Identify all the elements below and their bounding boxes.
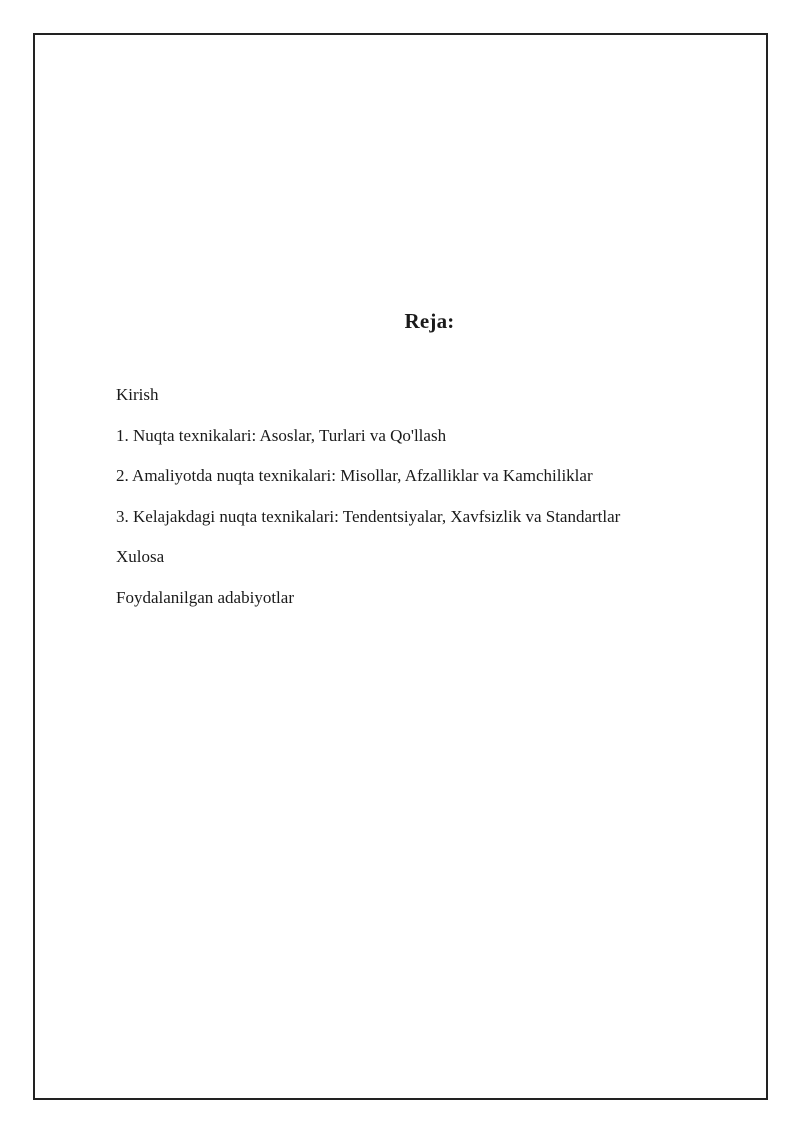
toc-item-introduction: Kirish — [116, 385, 159, 404]
table-of-contents — [116, 385, 620, 628]
toc-item-section-2: 2. Amaliyotda nuqta texnikalari: Misollar, Afzalliklar va Kamchiliklar — [116, 466, 593, 485]
toc-item-conclusion: Xulosa — [116, 547, 165, 566]
toc-item-references: Foydalanilgan adabiyotlar — [116, 587, 294, 607]
page-frame — [33, 33, 768, 1100]
toc-item-section-3: 3. Kelajakdagi nuqta texnikalari: Tendentsiyalar, Xavfsizlik va Standartlar — [116, 506, 621, 526]
toc-item-section-1: 1. Nuqta texnikalari: Asoslar, Turlari va Qo'llash — [116, 425, 447, 445]
page-title: Reja: — [404, 309, 455, 333]
